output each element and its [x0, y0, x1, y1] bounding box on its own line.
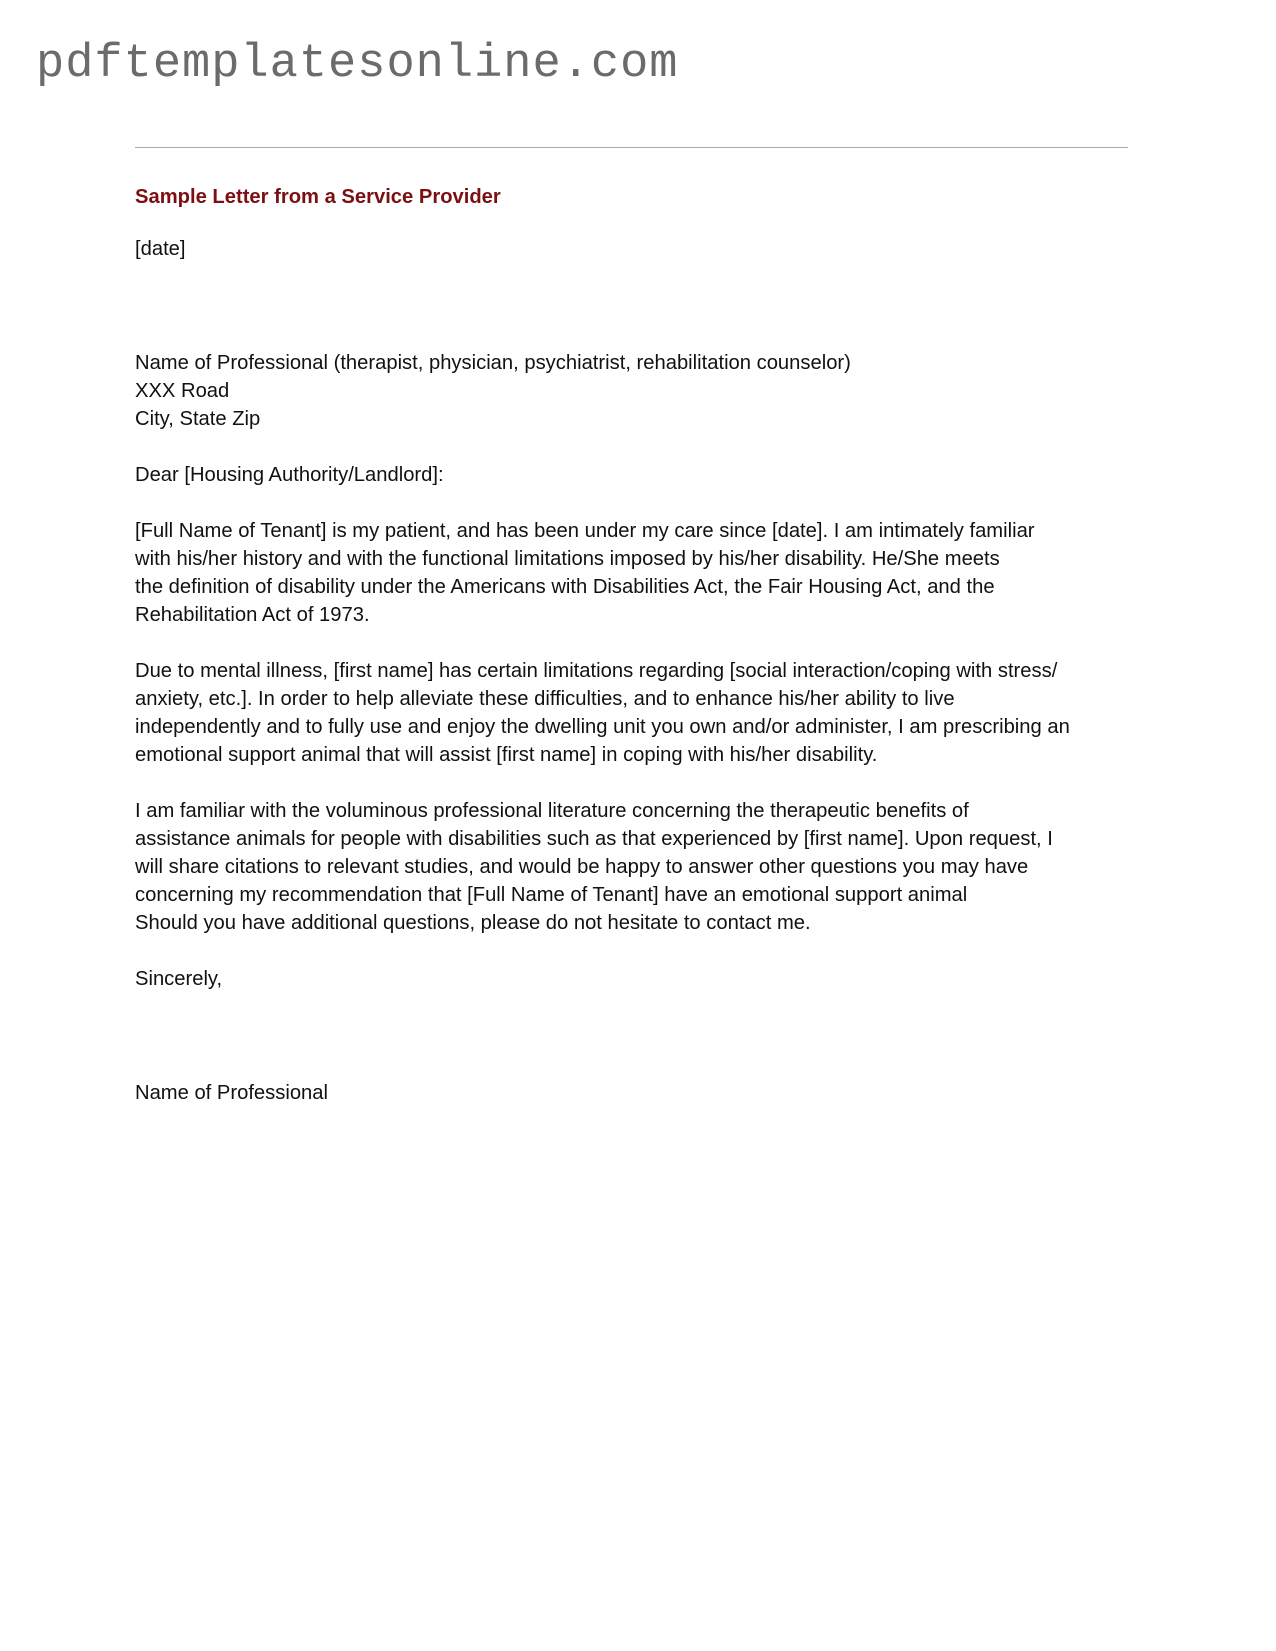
date-line: [date] — [135, 238, 186, 260]
letter-title: Sample Letter from a Service Provider — [135, 186, 501, 208]
address-line: Name of Professional (therapist, physician, psychiatrist, rehabilitation counselor) — [135, 352, 851, 374]
closing-line: Sincerely, — [135, 968, 223, 990]
address-line: XXX Road — [135, 380, 230, 402]
paragraph-line: emotional support animal that will assist [first name] in coping with his/her disability. — [135, 744, 878, 766]
paragraph-line: anxiety, etc.]. In order to help alleviate these difficulties, and to enhance his/her ability to live — [135, 688, 955, 710]
letter-body — [135, 183, 1135, 1135]
closing — [135, 965, 1135, 993]
signature — [135, 1079, 1135, 1107]
letter-date — [135, 235, 1135, 263]
paragraph-line: [Full Name of Tenant] is my patient, and has been under my care since [date]. I am intimately familiar — [135, 520, 1035, 542]
paragraph-line: Due to mental illness, [first name] has certain limitations regarding [social interaction/coping with stress/ — [135, 660, 1058, 682]
paragraph-line: the definition of disability under the Americans with Disabilities Act, the Fair Housing Act, and the — [135, 576, 995, 598]
paragraph-line: independently and to fully use and enjoy the dwelling unit you own and/or administer, I am prescribing an — [135, 716, 1070, 738]
paragraph-1 — [135, 517, 1135, 629]
paragraph-line: with his/her history and with the functional limitations imposed by his/her disability. He/She meets — [135, 548, 1000, 570]
paragraph-line: concerning my recommendation that [Full Name of Tenant] have an emotional support animal — [135, 884, 968, 906]
salutation — [135, 461, 1135, 489]
paragraph-line: I am familiar with the voluminous professional literature concerning the therapeutic benefits of — [135, 800, 969, 822]
paragraph-3 — [135, 797, 1135, 937]
sender-address — [135, 349, 1135, 433]
paragraph-line: will share citations to relevant studies, and would be happy to answer other questions you may have — [135, 856, 1029, 878]
signature-line: Name of Professional — [135, 1082, 328, 1104]
paragraph-2 — [135, 657, 1135, 769]
header-divider — [135, 147, 1128, 148]
paragraph-line: Rehabilitation Act of 1973. — [135, 604, 370, 626]
watermark-logo: pdftemplatesonline.com — [36, 38, 679, 91]
paragraph-line: assistance animals for people with disabilities such as that experienced by [first name]. Upon request, I — [135, 828, 1053, 850]
paragraph-line: Should you have additional questions, please do not hesitate to contact me. — [135, 912, 811, 934]
address-line: City, State Zip — [135, 408, 261, 430]
salutation-line: Dear [Housing Authority/Landlord]: — [135, 464, 444, 486]
